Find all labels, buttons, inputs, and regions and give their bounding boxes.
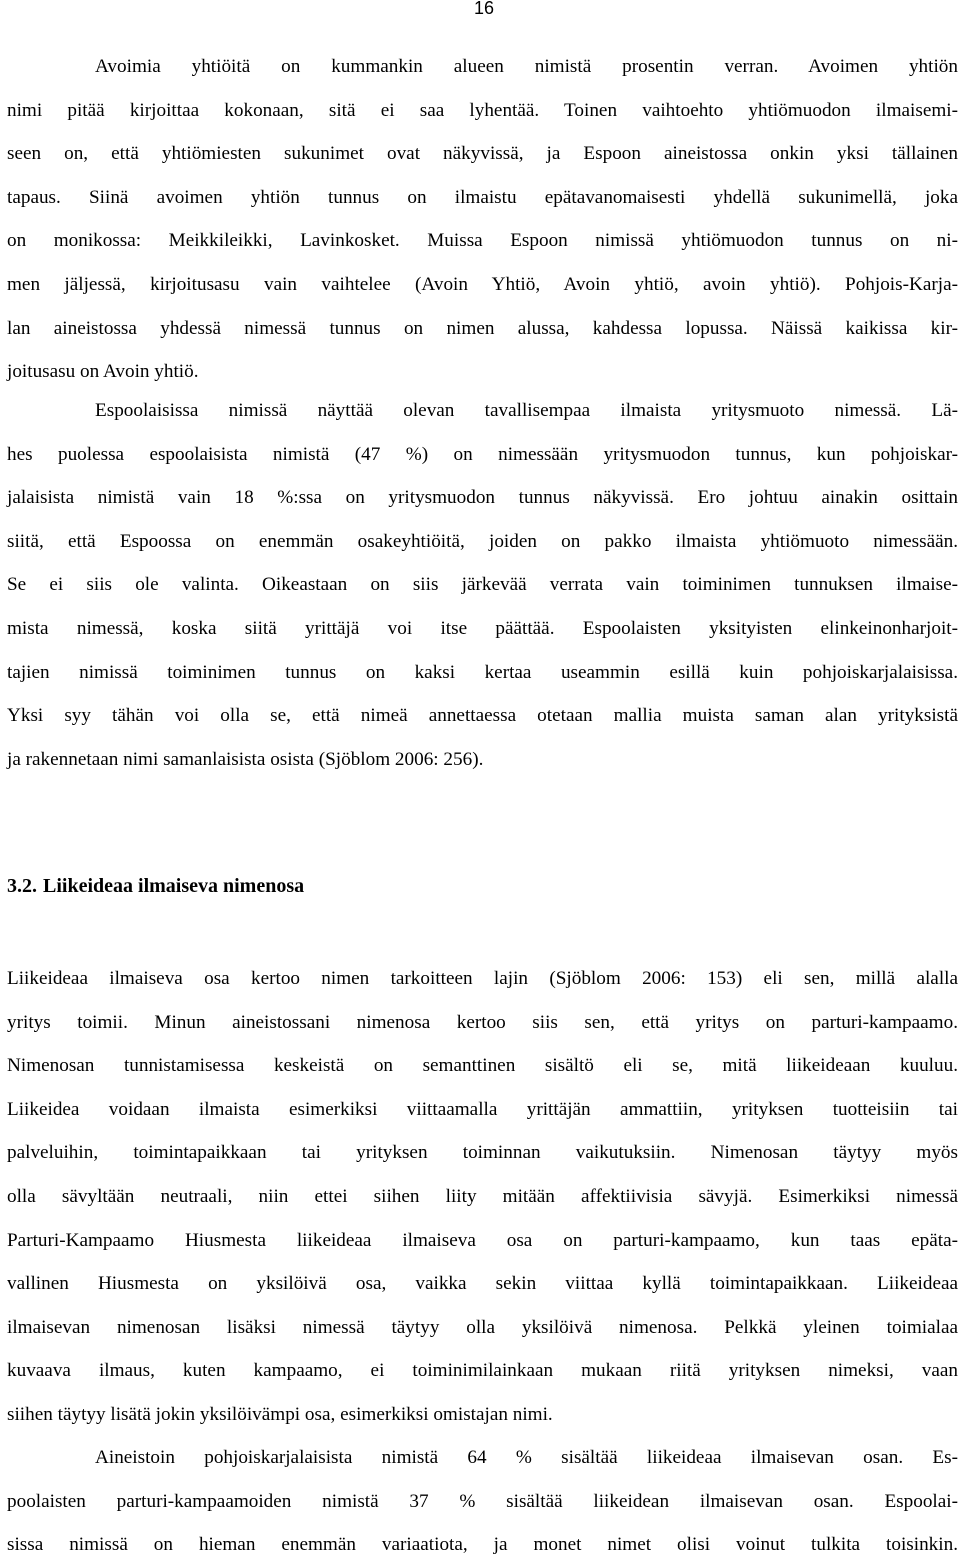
paragraph-1	[7, 45, 958, 394]
text-line: olla sävyltään neutraali, niin ettei siihen liity mitään affektiivisia sävyjä. Esimerkiksi nimessä	[7, 1185, 958, 1207]
text-line: lan aineistossa yhdessä nimessä tunnus on nimen alussa, kahdessa lopussa. Näissä kaikissa kir-	[7, 317, 958, 339]
section-number: 3.2.	[7, 875, 37, 897]
text-line: tapaus. Siinä avoimen yhtiön tunnus on ilmaistu epätavanomaisesti yhdellä sukunimellä, joka	[7, 186, 958, 208]
text-line: siitä, että Espoossa on enemmän osakeyhtiöitä, joiden on pakko ilmaista yhtiömuoto nimessään.	[7, 530, 958, 552]
text-line: Aineistoin pohjoiskarjalaisista nimistä 64 % sisältää liikeideaa ilmaisevan osan. Es-	[95, 1447, 958, 1468]
text-line: seen on, että yhtiömiesten sukunimet ovat näkyvissä, ja Espoon aineistossa onkin yksi tällainen	[7, 143, 958, 165]
text-line: joitusasu on Avoin yhtiö.	[7, 361, 199, 383]
text-line: Nimenosan tunnistamisessa keskeistä on semanttinen sisältö eli se, mitä liikeideaan kuuluu.	[7, 1055, 958, 1077]
text-line: mista nimessä, koska siitä yrittäjä voi itse päättää. Espoolaisten yksityisten elinkeinonharjoit-	[7, 617, 958, 639]
text-line: yritys toimii. Minun aineistossani nimenosa kertoo siis sen, että yritys on parturi-kampaamo.	[7, 1011, 958, 1033]
text-line: vallinen Hiusmesta on yksilöivä osa, vaikka sekin viittaa kyllä toimintapaikkaan. Liikeideaa	[7, 1273, 958, 1295]
text-line: Se ei siis ole valinta. Oikeastaan on siis järkevää verrata vain toiminimen tunnuksen ilmaise-	[7, 574, 958, 596]
text-line: Parturi-Kampaamo Hiusmesta liikeideaa ilmaiseva osa on parturi-kampaamo, kun taas epäta-	[7, 1229, 958, 1251]
text-line: men jäljessä, kirjoitusasu vain vaihtelee (Avoin Yhtiö, Avoin yhtiö, avoin yhtiö). Pohjois-Karja-	[7, 273, 958, 295]
section-title: Liikeideaa ilmaiseva nimenosa	[43, 875, 305, 897]
text-line: poolaisten parturi-kampaamoiden nimistä 37 % sisältää liikeidean ilmaisevan osan. Espoolai-	[7, 1490, 958, 1512]
text-line: jalaisista nimistä vain 18 %:ssa on yritysmuodon tunnus näkyvissä. Ero johtuu ainakin osittain	[7, 487, 958, 509]
text-line: nimi pitää kirjoittaa kokonaan, sitä ei saa lyhentää. Toinen vaihtoehto yhtiömuodon ilmaisemi-	[7, 99, 958, 121]
text-line: hes puolessa espoolaisista nimistä (47 %) on nimessään yritysmuodon tunnus, kun pohjoiskar-	[7, 443, 958, 465]
text-line: Avoimia yhtiöitä on kummankin alueen nimistä prosentin verran. Avoimen yhtiön	[95, 56, 958, 77]
text-line: sissa nimissä on hieman enemmän variaatiota, ja monet nimet olisi voinut tulkita toisinkin.	[7, 1534, 958, 1556]
text-line: siihen täytyy lisätä jokin yksilöivämpi osa, esimerkiksi omistajan nimi.	[7, 1403, 553, 1425]
paragraph-3	[7, 957, 958, 1437]
page-number: 16	[473, 0, 494, 18]
text-line: Liikeidea voidaan ilmaista esimerkiksi viittaamalla yrittäjän ammattiin, yrityksen tuotteisiin tai	[7, 1098, 958, 1120]
text-line: palveluihin, toimintapaikkaan tai yrityksen toiminnan vaikutuksiin. Nimenosan täytyy myös	[7, 1142, 958, 1164]
text-line: kuvaava ilmaus, kuten kampaamo, ei toiminimilainkaan mukaan riitä yrityksen nimeksi, vaan	[7, 1360, 958, 1382]
paragraph-4	[7, 1436, 958, 1567]
section-heading	[7, 875, 304, 898]
paragraph-2	[7, 389, 958, 781]
text-line: on monikossa: Meikkileikki, Lavinkosket. Muissa Espoon nimissä yhtiömuodon tunnus on ni-	[7, 230, 958, 252]
text-line: Espoolaisissa nimissä näyttää olevan tavallisempaa ilmaista yritysmuoto nimessä. Lä-	[95, 400, 958, 421]
text-line: Liikeideaa ilmaiseva osa kertoo nimen tarkoitteen lajin (Sjöblom 2006: 153) eli sen, millä alalla	[7, 968, 958, 989]
text-line: ja rakennetaan nimi samanlaisista osista (Sjöblom 2006: 256).	[7, 748, 484, 770]
text-line: tajien nimissä toiminimen tunnus on kaksi kertaa useammin esillä kuin pohjoiskarjalaisissa.	[7, 661, 958, 683]
text-line: Yksi syy tähän voi olla se, että nimeä annettaessa otetaan mallia muista saman alan yrityksistä	[7, 705, 958, 727]
text-line: ilmaisevan nimenosan lisäksi nimessä täytyy olla yksilöivä nimenosa. Pelkkä yleinen toimialaa	[7, 1316, 958, 1338]
